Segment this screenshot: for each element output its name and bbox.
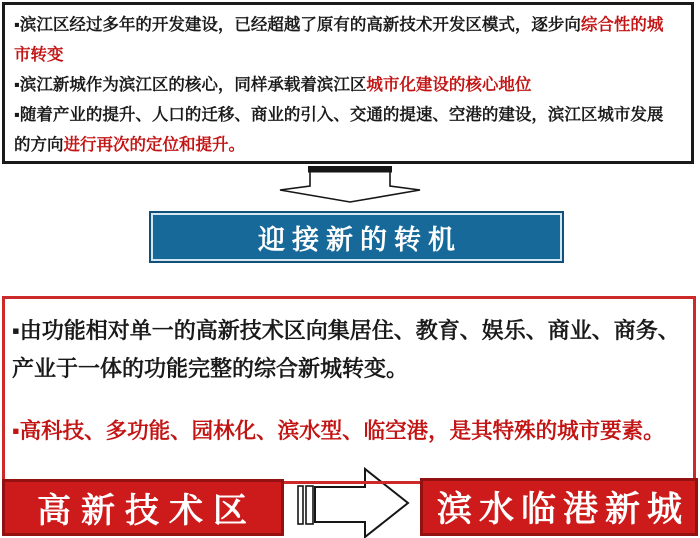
to-box [420, 478, 698, 536]
body-text: ▪随着产业的提升、人口的迁移、商业的引入、交通的提速、空港的建设，滨江区城市发展 [14, 106, 664, 124]
banner-label: 迎接新的转机 [258, 224, 462, 255]
text-line [14, 10, 691, 40]
summary-box [2, 2, 694, 164]
from-label: 高新技术区 [37, 492, 257, 530]
text-line [14, 130, 691, 160]
body-text: ▪滨江区经过多年的开发建设，已经超越了原有的高新技术开发区模式，逐步向 [14, 16, 581, 34]
body-text: 的方向 [14, 136, 64, 154]
text-line [12, 412, 693, 450]
vision-box [2, 296, 696, 484]
text-line [12, 312, 693, 350]
text-line [14, 70, 691, 100]
to-label: 滨水临港新城 [436, 490, 689, 529]
text-line [14, 40, 691, 70]
box-border-line [284, 481, 421, 484]
text-line [12, 350, 693, 388]
transition-banner [149, 211, 564, 263]
highlight-text: 市转变 [14, 46, 64, 64]
from-box [2, 479, 284, 536]
highlight-text: 综合性的城 [580, 16, 664, 34]
striped-right-arrow-icon [290, 463, 415, 538]
body-text: ▪滨江新城作为滨江区的核心，同样承载着滨江区 [14, 76, 367, 94]
body-text: ▪由功能相对单一的高新技术区向集居住、教育、娱乐、商业、商务、 [12, 318, 680, 343]
highlight-text: ▪高科技、多功能、园林化、滨水型、临空港，是其特殊的城市要素。 [12, 419, 665, 443]
text-line [14, 100, 691, 130]
highlight-text: 城市化建设的核心地位 [366, 76, 532, 94]
body-text: 产业于一体的功能完整的综合新城转变。 [12, 356, 409, 381]
down-arrow-icon [275, 164, 425, 206]
highlight-text: 进行再次的定位和提升。 [63, 136, 245, 154]
